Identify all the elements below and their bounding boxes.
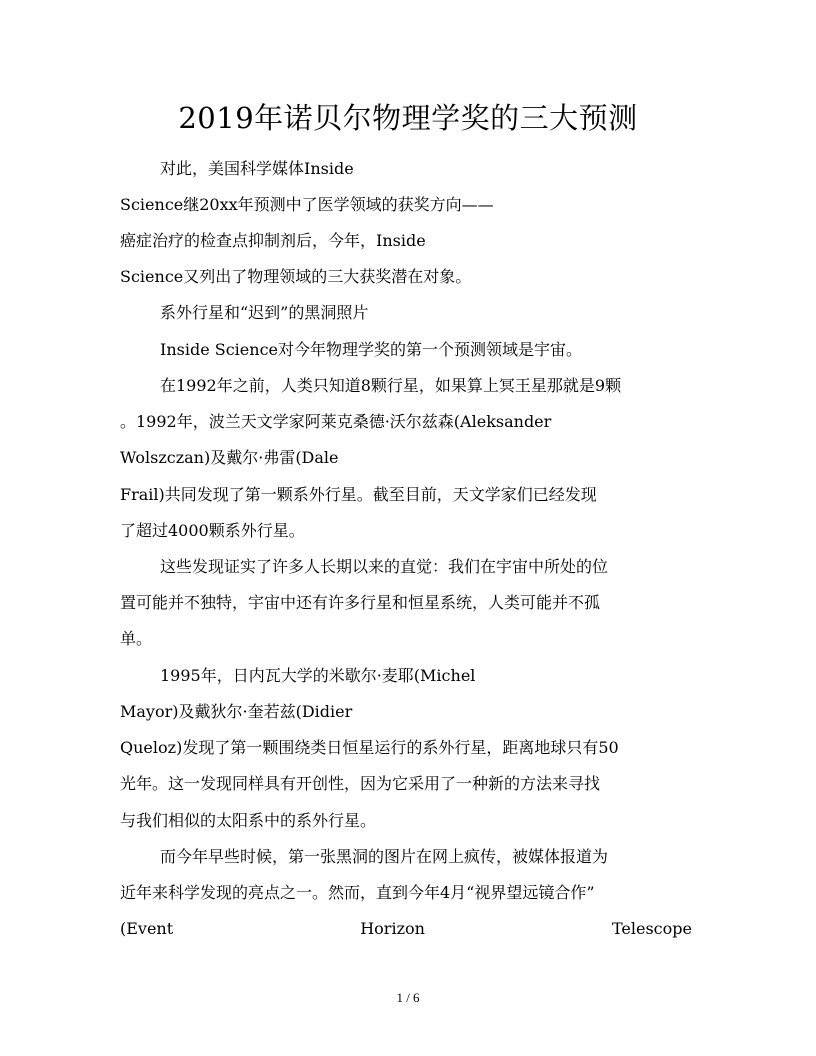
paragraph-line: 癌症治疗的检查点抑制剂后，今年，Inside [120, 231, 426, 250]
paragraph-line: Science又列出了物理领域的三大获奖潜在对象。 [120, 267, 472, 286]
page-number: 1 / 6 [396, 990, 420, 1005]
paragraph-line: Inside Science对今年物理学奖的第一个预测领域是宇宙。 [160, 340, 582, 359]
paragraph-line: Frail)共同发现了第一颗系外行星。截至目前，天文学家们已经发现 [120, 485, 597, 504]
justified-word: (Event [120, 919, 174, 938]
paragraph-line: 1995年，日内瓦大学的米歇尔·麦耶(Michel [160, 666, 476, 685]
paragraph-line: Queloz)发现了第一颗围绕类日恒星运行的系外行星，距离地球只有50 [120, 738, 619, 757]
paragraph-line: 在1992年之前，人类只知道8颗行星，如果算上冥王星那就是9颗 [160, 376, 622, 395]
justified-word: Telescope [611, 919, 692, 938]
paragraph-line: 而今年早些时候，第一张黑洞的图片在网上疯传，被媒体报道为 [160, 847, 609, 866]
paragraph-line: 光年。这一发现同样具有开创性，因为它采用了一种新的方法来寻找 [120, 774, 601, 793]
paragraph-line: 这些发现证实了许多人长期以来的直觉：我们在宇宙中所处的位 [160, 557, 609, 576]
paragraph-line: 与我们相似的太阳系中的系外行星。 [120, 811, 377, 830]
paragraph-line: 了超过4000颗系外行星。 [120, 521, 305, 540]
paragraph-line: 单。 [120, 629, 153, 648]
paragraph-line: 对此，美国科学媒体Inside [160, 159, 354, 178]
paragraph-line: 置可能并不独特，宇宙中还有许多行星和恒星系统，人类可能并不孤 [120, 593, 601, 612]
paragraph-line: 近年来科学发现的亮点之一。然而，直到今年4月“视界望远镜合作” [120, 883, 595, 902]
paragraph-line: Science继20xx年预测中了医学领域的获奖方向—— [120, 195, 494, 214]
paragraph-line: Mayor)及戴狄尔·奎若兹(Didier [120, 702, 353, 721]
paragraph-line: 。1992年，波兰天文学家阿莱克桑德·沃尔兹森(Aleksander [120, 412, 552, 431]
section-heading: 系外行星和“迟到”的黑洞照片 [160, 303, 369, 322]
justified-line [120, 918, 692, 940]
document-title: 2019年诺贝尔物理学奖的三大预测 [178, 101, 638, 135]
paragraph-line: Wolszczan)及戴尔·弗雷(Dale [120, 448, 339, 467]
justified-word: Horizon [360, 919, 425, 938]
